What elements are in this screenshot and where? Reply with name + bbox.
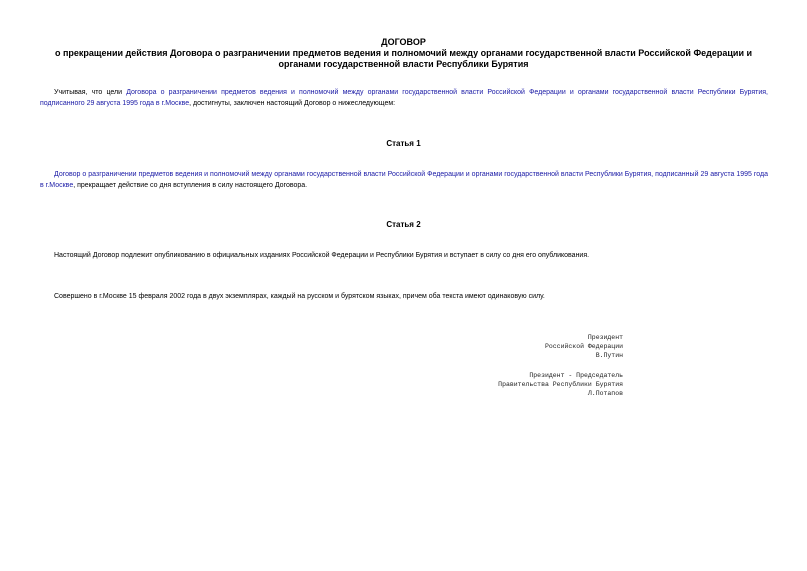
signature-position-line2: Российской Федерации xyxy=(544,343,623,350)
signature-position-line1: Президент - Председатель xyxy=(529,372,623,379)
signature-position-line2: Правительства Республики Бурятия xyxy=(498,381,623,388)
article-2-paragraph: Настоящий Договор подлежит опубликованию в официальных изданиях Российской Федерации и Республики Бурятия и вступает в силу со дня его опубликования. xyxy=(54,252,590,259)
closing-paragraph: Совершено в г.Москве 15 февраля 2002 года в двух экземплярах, каждый на русском и бурятском языках, причем оба текста имеют одинаковую силу. xyxy=(54,293,545,300)
signature-name: В.Путин xyxy=(595,352,623,359)
signature-name: Л.Потапов xyxy=(587,390,623,397)
preamble-tail: , достигнуты, заключен настоящий Договор о нижеследующем: xyxy=(189,100,396,107)
document-subtitle: о прекращении действия Договора о разграничении предметов ведения и полномочий между органами государственной власти Российской Федерации и органами государственной власти Республики Бурятия xyxy=(54,48,753,69)
document-title: ДОГОВОР xyxy=(381,37,426,47)
signature-block-buryatia-president xyxy=(323,371,623,398)
article-1-treaty-link[interactable]: Договор о разграничении предметов ведения и полномочий между органами государственной власти Российской Федерации и органами государственной власти Республики Бурятия, подписанный 29 августа 1995 года в г.Москве xyxy=(40,171,768,189)
article-2-heading: Статья 2 xyxy=(386,220,421,229)
preamble-lead: Учитывая, что цели xyxy=(54,89,127,96)
signature-position-line1: Президент xyxy=(587,334,623,341)
preamble-paragraph xyxy=(40,87,768,109)
article-1-paragraph xyxy=(40,169,768,191)
article-1-heading: Статья 1 xyxy=(386,139,421,148)
signature-block-president xyxy=(323,333,623,360)
preamble-treaty-link[interactable]: Договора о разграничении предметов ведения и полномочий между органами государственной власти Российской Федерации и органами государственной власти Республики Бурятия, подписанного 29 августа 1995 года в г.Москве xyxy=(40,89,768,107)
article-1-tail: , прекращает действие со дня вступления в силу настоящего Договора. xyxy=(73,182,308,189)
